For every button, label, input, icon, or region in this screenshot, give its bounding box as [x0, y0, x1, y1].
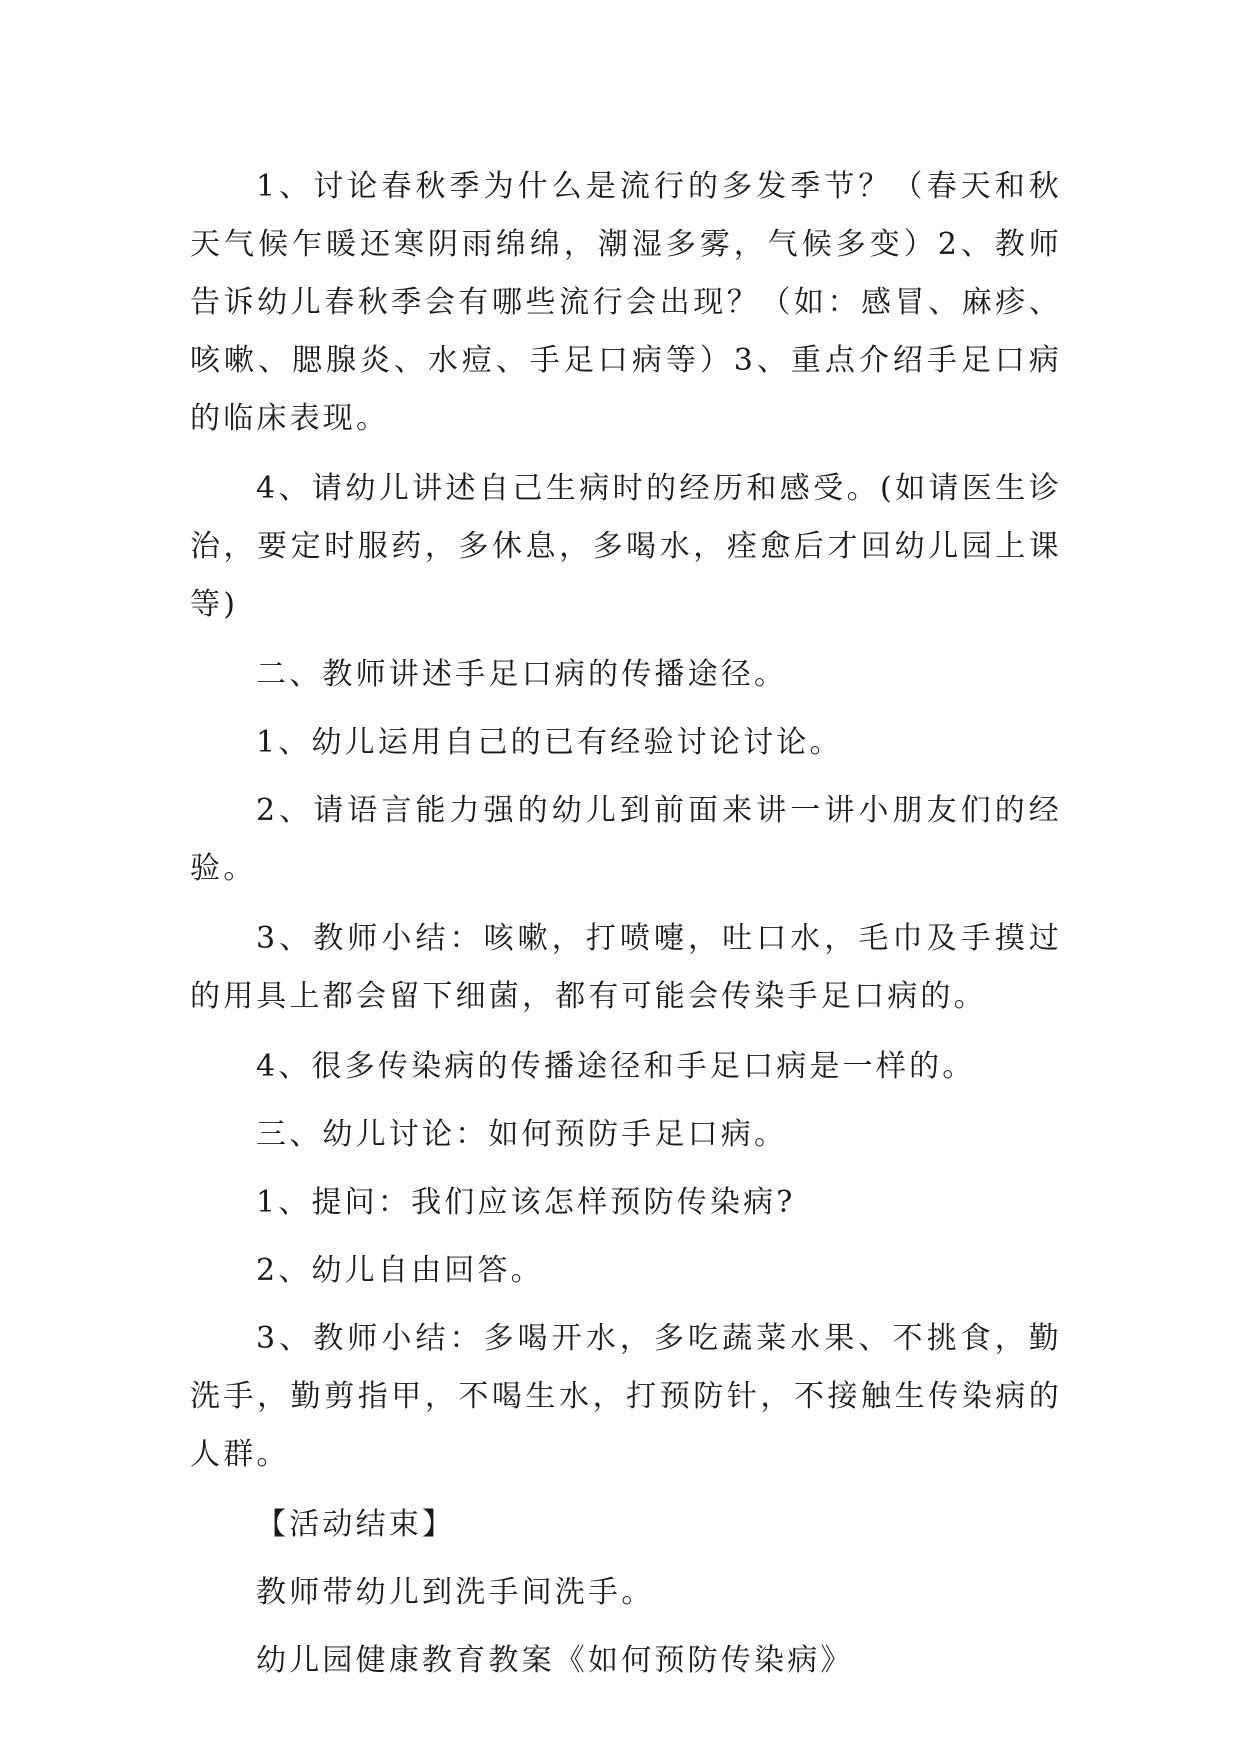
paragraph-discussion: 1、幼儿运用自己的已有经验讨论讨论。 [256, 725, 843, 760]
paragraph-same-routes: 4、很多传染病的传播途径和手足口病是一样的。 [256, 1049, 976, 1084]
paragraph-teacher-summary-prevention: 3、教师小结：多喝开水，多吃蔬菜水果、不挑食，勤洗手，勤剪指甲，不喝生水，打预防针，不接触生传染病的人群。 [190, 1321, 1062, 1472]
paragraph-free-answer: 2、幼儿自由回答。 [256, 1253, 544, 1288]
document-next-title: 幼儿园健康教育教案《如何预防传染病》 [256, 1643, 854, 1678]
section-heading-prevention: 三、幼儿讨论：如何预防手足口病。 [256, 1117, 788, 1152]
paragraph-sharing: 2、请语言能力强的幼儿到前面来讲一讲小朋友们的经验。 [190, 793, 1062, 886]
paragraph-seasonal-illness: 1、讨论春秋季为什么是流行的多发季节？（春天和秋天气候乍暖还寒阴雨绵绵，潮湿多雾，气候多变）2、教师告诉幼儿春秋季会有哪些流行会出现？（如：感冒、麻疹、咳嗽、腮腺炎、水痘、手足口病等）3、重点介绍手足口病的临床表现。 [190, 169, 1062, 436]
paragraph-wash-hands: 教师带幼儿到洗手间洗手。 [256, 1575, 655, 1610]
document-body [190, 158, 1062, 1700]
paragraph-question: 1、提问：我们应该怎样预防传染病? [256, 1185, 796, 1220]
section-heading-transmission: 二、教师讲述手足口病的传播途径。 [256, 657, 788, 692]
paragraph-illness-experience: 4、请幼儿讲述自己生病时的经历和感受。(如请医生诊治，要定时服药，多休息，多喝水，痊愈后才回幼儿园上课等) [190, 471, 1062, 622]
section-heading-activity-end: 【活动结束】 [256, 1507, 456, 1542]
paragraph-teacher-summary-transmission: 3、教师小结：咳嗽，打喷嚏，吐口水，毛巾及手摸过的用具上都会留下细菌，都有可能会传染手足口病的。 [190, 921, 1062, 1014]
